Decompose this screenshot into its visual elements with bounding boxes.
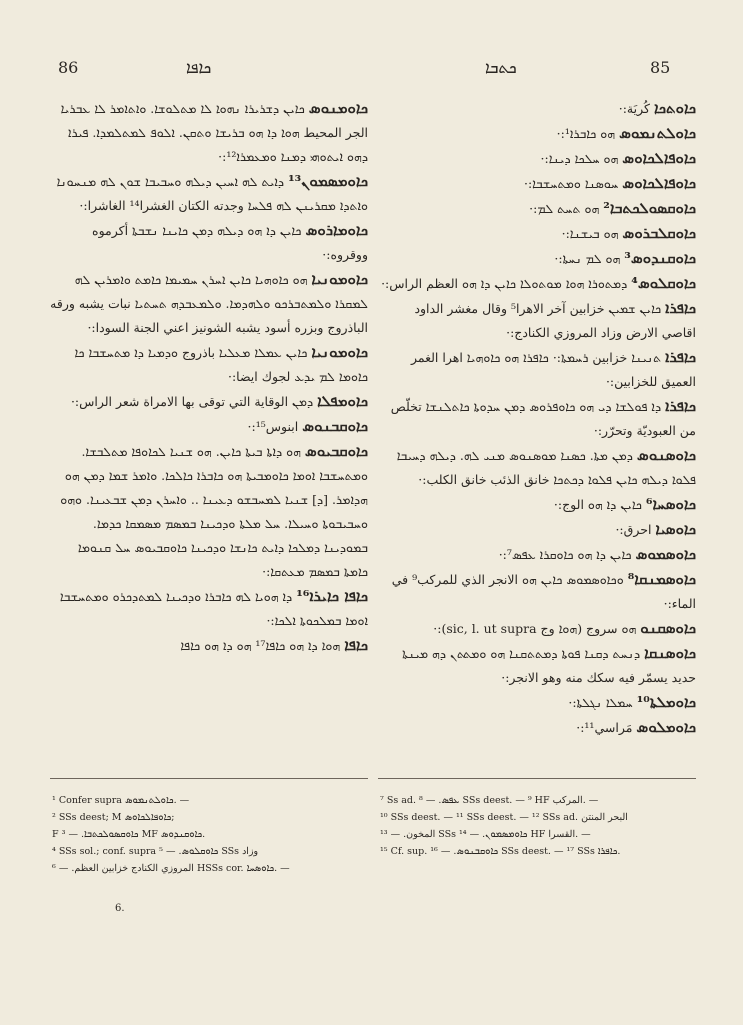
entry-lemma: ܟܐܘܦܐܠܟܐܘܣ (622, 149, 696, 167)
footnote-line: ¹ Confer supra ܟܐܘܠܬܢܡܘܣ. — (52, 795, 190, 806)
footnotes-left (52, 792, 368, 877)
entry (378, 121, 696, 146)
entry (378, 394, 696, 443)
entry-lemma: ܟܐܘܩܠܘܣ⁴ (631, 274, 696, 292)
left-page-number: 86 (58, 58, 79, 77)
entry-lemma: ܟܐܦܐ (344, 636, 368, 654)
footnote-line: ⁴ SSs sol.; conf. supra ܟܐܘܩܠܘܣ. — ⁵ SSs وزاد (52, 846, 259, 857)
entry (378, 715, 696, 740)
entry-text: ܕܐ ܦܘܠܫܐ ܕܝ ܗܘ ܟܐܘܦܪܘܣ ܕܡܢ ܚܕܘܬܐ ܟܐܬܠܢܫܐ تخلّص من العبوديّة وتحرّر:· (390, 399, 696, 438)
entry (50, 414, 368, 439)
entry (378, 296, 696, 345)
entry-text: ܟܐܝܢ ܥܡܠܐ ܡܥܠܝܐ باذروج ܘܕܡܝܐ ܕܐ ܡܬܚܫܒܐ ܟܐ ܟܐܘܡܐ ܠܡ ܝܕܥ لجوك ايضا:· (74, 345, 368, 384)
entry-text: كُريَة:· (618, 101, 650, 116)
footnote-line: المروزي الكنادج خزابين العظم. — ⁶ HSSs cor. ܟܐܘܣܚܐ. — (52, 863, 290, 874)
entry-lemma: ܟܐܘܡܐܪܘܣ (305, 221, 368, 239)
entry-lemma: ܟܐܘܡܣܡܘܢ¹³ (288, 172, 368, 190)
left-running-title: ܟܐܦܐ (186, 58, 212, 77)
entry (50, 584, 368, 633)
entry (50, 218, 368, 267)
entry-lemma: ܟܐܘܣܢܩܐ (644, 644, 696, 662)
entry-lemma: ܟܐܘܦܐܠܟܐܘܣ (622, 174, 696, 192)
entry-text: ܗܘ ܟܐܘܗܝܐ ܟܐܝܢ ܐܚܪܢ ܚܡܝܡܐ ܟܐܡܬ ܘܐܡܪܝܢ ܠܗ ܠܡܩܪܐ ܘܠܡܬܒܪܟܘ ܘܠܗܕܡܐ. ܘܠܡܥܒܕܗ ܬܚܬܝܐ نبات يشبه ورقه الباذروج وبزره أسود يشبه الشونيز اعني الجنة السودا:· (50, 272, 368, 335)
entry-text: ܕܢܚܬ ܕܩܢܐ ܦܘܬܐ ܕܡܬܬܩܢܐ ܗܘ ܘܡܬܬܢ ܕܗ ܡܝܢܬܐ حديد يسمّر فيه سكك منه وهو الانجر:· (402, 646, 696, 685)
right-running-title: ܟܬܒܐ (485, 58, 517, 77)
entry-text: احرق:· (615, 522, 652, 537)
entry-text: مَراسي¹¹:· (576, 720, 633, 735)
entry (50, 340, 368, 389)
entry (378, 567, 696, 616)
entry-text: ܟܐܝܢ ܕܫܪܝܪܐ ܢܗܘܐ ܠܐ ܡܬܠܘܫܐ. ܘܐܬܐܡܪ ܠܐ ܥܒܪܝܐ الجر المحيط ܗܘܐ ܕܐ ܗܘ ܒܪܝܫܐ ܘܬܩܢ. ܐܠܘܦ ܠܡܬܠܡܕܐ. ܦܝܪܐ ܕܗܘ ܐܝܬܘܗܝ ܕܡܢܐ ܘܡܥܡܪܐ¹²:· (60, 101, 368, 164)
entry-lemma: ܟܐܘܠܬܢܡܘܣ (619, 124, 696, 142)
entry (378, 271, 696, 296)
entry-lemma: ܟܐܘܩܠܒܪܘܣ (622, 224, 696, 242)
entry-text: ܗܘ ܚܠܟܐ ܕܝܢܐ:· (540, 151, 619, 166)
entry (378, 146, 696, 171)
entry-lemma: ܟܐܦܪܐ (665, 348, 696, 366)
footnote-line: ² SSs deest; M ܟܐܘܦܐܠܟܐܘܣ; (52, 812, 175, 823)
entry-text: ܕܡܬܘܪܐ ܗܘܐ ܡܘܬܘܠܐ ܟܐܝܢ ܕܐ ܗܘ العظم الراس:· (381, 276, 628, 291)
entry (378, 196, 696, 221)
entry-text: ܕܐܝܬ ܠܗ ܐܚܝܢ ܕܝܠܗ ܘܚܒܝܒܐ ܫܘܢ ܠܗ ܡܢܚܘܢܐ ܘܐܬܕܐ ܡܩܪܝܢܢ ܠܗ ܦܠܚܐ وجدته الكتان الغشرا¹⁴ الغاشرا:· (56, 174, 368, 213)
left-column (50, 96, 368, 658)
entry (50, 389, 368, 414)
entry (378, 96, 696, 121)
entry-text: ܬܢܝܢܐ خزابين ܪܚܡܬܐ:· ܟܐܦܪܐ ܗܘ ܟܐܘܗܝܐ اهرا الغمر العميق للخزابين:· (410, 350, 696, 389)
entry-text: ܗܘ ܟܐܒܪܐ¹:· (556, 126, 616, 141)
entry-lemma: ܟܐܘܡܘܢܝܐ (311, 270, 368, 288)
entry-lemma: ܟܐܘܣܝܐ (655, 520, 696, 538)
entry (378, 690, 696, 715)
entry-text: ܗܘܐ ܕܐ ܗܘ ܟܐܦܐ¹⁷ ܗܘ ܕܐ ܗܘ ܟܐܦܐ (180, 638, 341, 653)
entry-lemma: ܟܐܘܡܦܠܐ (317, 392, 368, 410)
entry (378, 443, 696, 492)
entry (378, 517, 696, 542)
entry (378, 246, 696, 271)
entry-text: ܗܘ ܬܚܬ ܠܡ:· (529, 201, 600, 216)
entry-text: ܚܡܠܐ ܢܓܠܬܐ:· (568, 695, 633, 710)
entry (378, 171, 696, 196)
footnotes-right (380, 792, 696, 860)
entry-text: ܗܘ ܒܝܫܢܐ:· (561, 226, 619, 241)
entry-text: ܕܐ ܗܘܝܐ ܠܗ ܟܐܒܪܐ ܘܕܟܝܢܐ ܠܡܬܕܟܪܘ ܘܡܬܚܫܒܐ ܐܘܡܐ ܒܡܠܟܘܬܐ ܐܠܟܐ:· (59, 589, 368, 628)
entry-text: ܗܘ سروج (ܗܘܐ وج sic, l. ut supra):· (433, 621, 637, 636)
entry-lemma: ܟܐܘܣܢܘܣ (636, 446, 696, 464)
entry (378, 641, 696, 690)
entry (50, 633, 368, 658)
entry (50, 267, 368, 340)
entry-text: ܕܡܢ الوقاية التي توقى بها الامراة شعر الراس:· (70, 394, 314, 409)
entry (50, 169, 368, 218)
entry-lemma: ܟܐܘܡܠܘܣ (636, 718, 696, 736)
entry-text: ابنوس¹⁵:· (247, 419, 299, 434)
entry-lemma: ܟܐܘܬܟܐ (653, 99, 696, 117)
entry-lemma: ܟܐܦܐ ܟܐܝܪܐ¹⁶ (296, 587, 368, 605)
right-column (378, 96, 696, 740)
entry (378, 616, 696, 641)
entry-text: ܕܡܢ ܡܬܐ. ܟܣܢܐ ܡܘܣܢܘܣ ܡܢܝ ܠܗ. ܕܝܠܗ ܕܚܝܒܐ ܦܠܘܐ ܕܝܠܗ ܟܐܝܢ ܦܠܘܐ ܕܟܬܟܐ خانق الذئب خانق الكلب:· (396, 448, 696, 487)
entry-lemma: ܟܐܘܩܢܕܘܣ³ (624, 249, 696, 267)
entry-lemma: ܟܐܘܡܘܢܝܐ (311, 343, 368, 361)
entry (378, 492, 696, 517)
footnote-line: ⁷ Ss ad. ܥܦܣ. — ⁸ SSs deest. — ⁹ HF المركب. — (380, 795, 599, 806)
entry-lemma: ܟܐܘܣܚܐ⁶ (645, 495, 696, 513)
entry-text: ܗܘ ܠܡ ܢܚܬܐ:· (554, 251, 621, 266)
entry (50, 439, 368, 584)
right-page-number: 85 (650, 58, 671, 77)
entry-text: ܟܐܝܢ ܫܡܝܢ خزابين آخر الاهرا⁵ وقال مغشر الداود اقاصي الارض وزاد المروزي الكنادج:· (414, 301, 696, 340)
entry-lemma: ܟܐܘܩܒܢܘܣ (302, 417, 368, 435)
footnote-line: المخون. — ¹³ SSs ܟܐܘܡܣܡܘܢ. — ¹⁴ HF القسرا. — (380, 829, 591, 840)
entry-text: ܟܐܝܢ ܕܐ ܗܘ ܟܐܘܩܪܐ ܥܦܣ⁷:· (498, 547, 632, 562)
footnote-line: ¹⁰ SSs deest. — ¹¹ SSs deest. — ¹² SSs ad. البحر المنتن (380, 812, 628, 823)
entry (378, 345, 696, 394)
entry-lemma: ܟܐܘܣܡܢܩܐ⁸ (627, 570, 696, 588)
entry-lemma: ܟܐܘܩܣܘܠܟܬܒܐ² (603, 199, 696, 217)
footnote-line: F ܟܐܘܩܣܘܠܟܬܒܐ. — ³ MF ܟܐܘܩܢܕܘܣ. (52, 829, 206, 840)
entry (378, 542, 696, 567)
footnote-divider-right (378, 778, 696, 779)
entry-text: ܗܘ ܕܐܬܐ ܒܝܬܐ ܟܐܝܢ. ܗܘ ܫܢܝܐ ܠܟܐܘܦܐ ܡܬܠܒܫܐ. ܘܡܬܚܫܒܐ ܐܘܡܐ ܟܐܘܡܒܝܬܐ ܗܘ ܟܐܒܪܐ ܟܐܠܟܐ. ܘܐܡܪ ܫܡܐ ܕܡܢ ܗܘ ܗܕܐܡܪ. [ܕ] ܫܢܝܐ ܠܡܚܒܫܘ ܕܥܝܢܐ .. ܘܐܚܪܢ ܕܡܢ ܫܒܥܝܢܐ. ܘܗܘ ܘܚܒܝܒܘܬܐ ܘܚܝܠܐ. ܚܠ ܡܠܬܐ ܘܕܟܝܢܐ ܒܡܣܡ ܡܣܡܩܐ ܟܕܡܐ. ܒܡܘܕܝܢܐ ܕܡܠܟܐ ܕܐܝܬ ܟܐܢܫܐ ܘܕܟܝܢܐ ܟܐܘܩܒܝܘܣ ܚܠ ܩܢܘܡܐ ܟܐܡܬܐ ܒܡܣܡ ܡܥܬܩܐ:· (60, 444, 368, 579)
entry (378, 221, 696, 246)
footnote-line: ¹⁵ Cf. sup. ܟܐܘܩܒܢܘܣ. — ¹⁶ SSs deest. — ¹⁷ SSs ܟܐܦܪܐ. (380, 846, 621, 857)
footnote-divider-left (50, 778, 368, 779)
entry-lemma: ܟܐܦܪܐ (665, 397, 696, 415)
entry-text: ܚܘܣܢܐ ܘܡܬܚܫܒܐ:· (523, 176, 619, 191)
entry-lemma: ܟܐܘܡܢܘܣ (308, 99, 368, 117)
entry (50, 96, 368, 169)
signature-mark: 6. (115, 903, 125, 914)
entry-lemma: ܟܐܘܣܩܢܘ (640, 619, 696, 637)
entry-lemma: ܟܐܦܪܐ (665, 299, 696, 317)
entry-text: ܟܐܝܢ ܕܐ ܗܘ الوج:· (553, 497, 642, 512)
entry-lemma: ܟܐܘܩܒܝܘܣ (304, 442, 368, 460)
entry-lemma: ܟܐܘܣܡܘܣ (635, 545, 696, 563)
entry-text: ܘܟܐܘܣܡܘܣ ܟܐܝܢ ܗܘ الانجر الذي للمركب⁹ في الماء:· (391, 572, 696, 611)
entry-lemma: ܟܐܘܡܠܬܐ¹⁰ (636, 693, 696, 711)
entry-text: ܟܐܝܢ ܕܐ ܗܘ ܕܝܠܗ ܕܡܢ ܟܐܝܢܐ ܢܫܒܬܐ أكرموه ووقروه:· (92, 223, 368, 262)
